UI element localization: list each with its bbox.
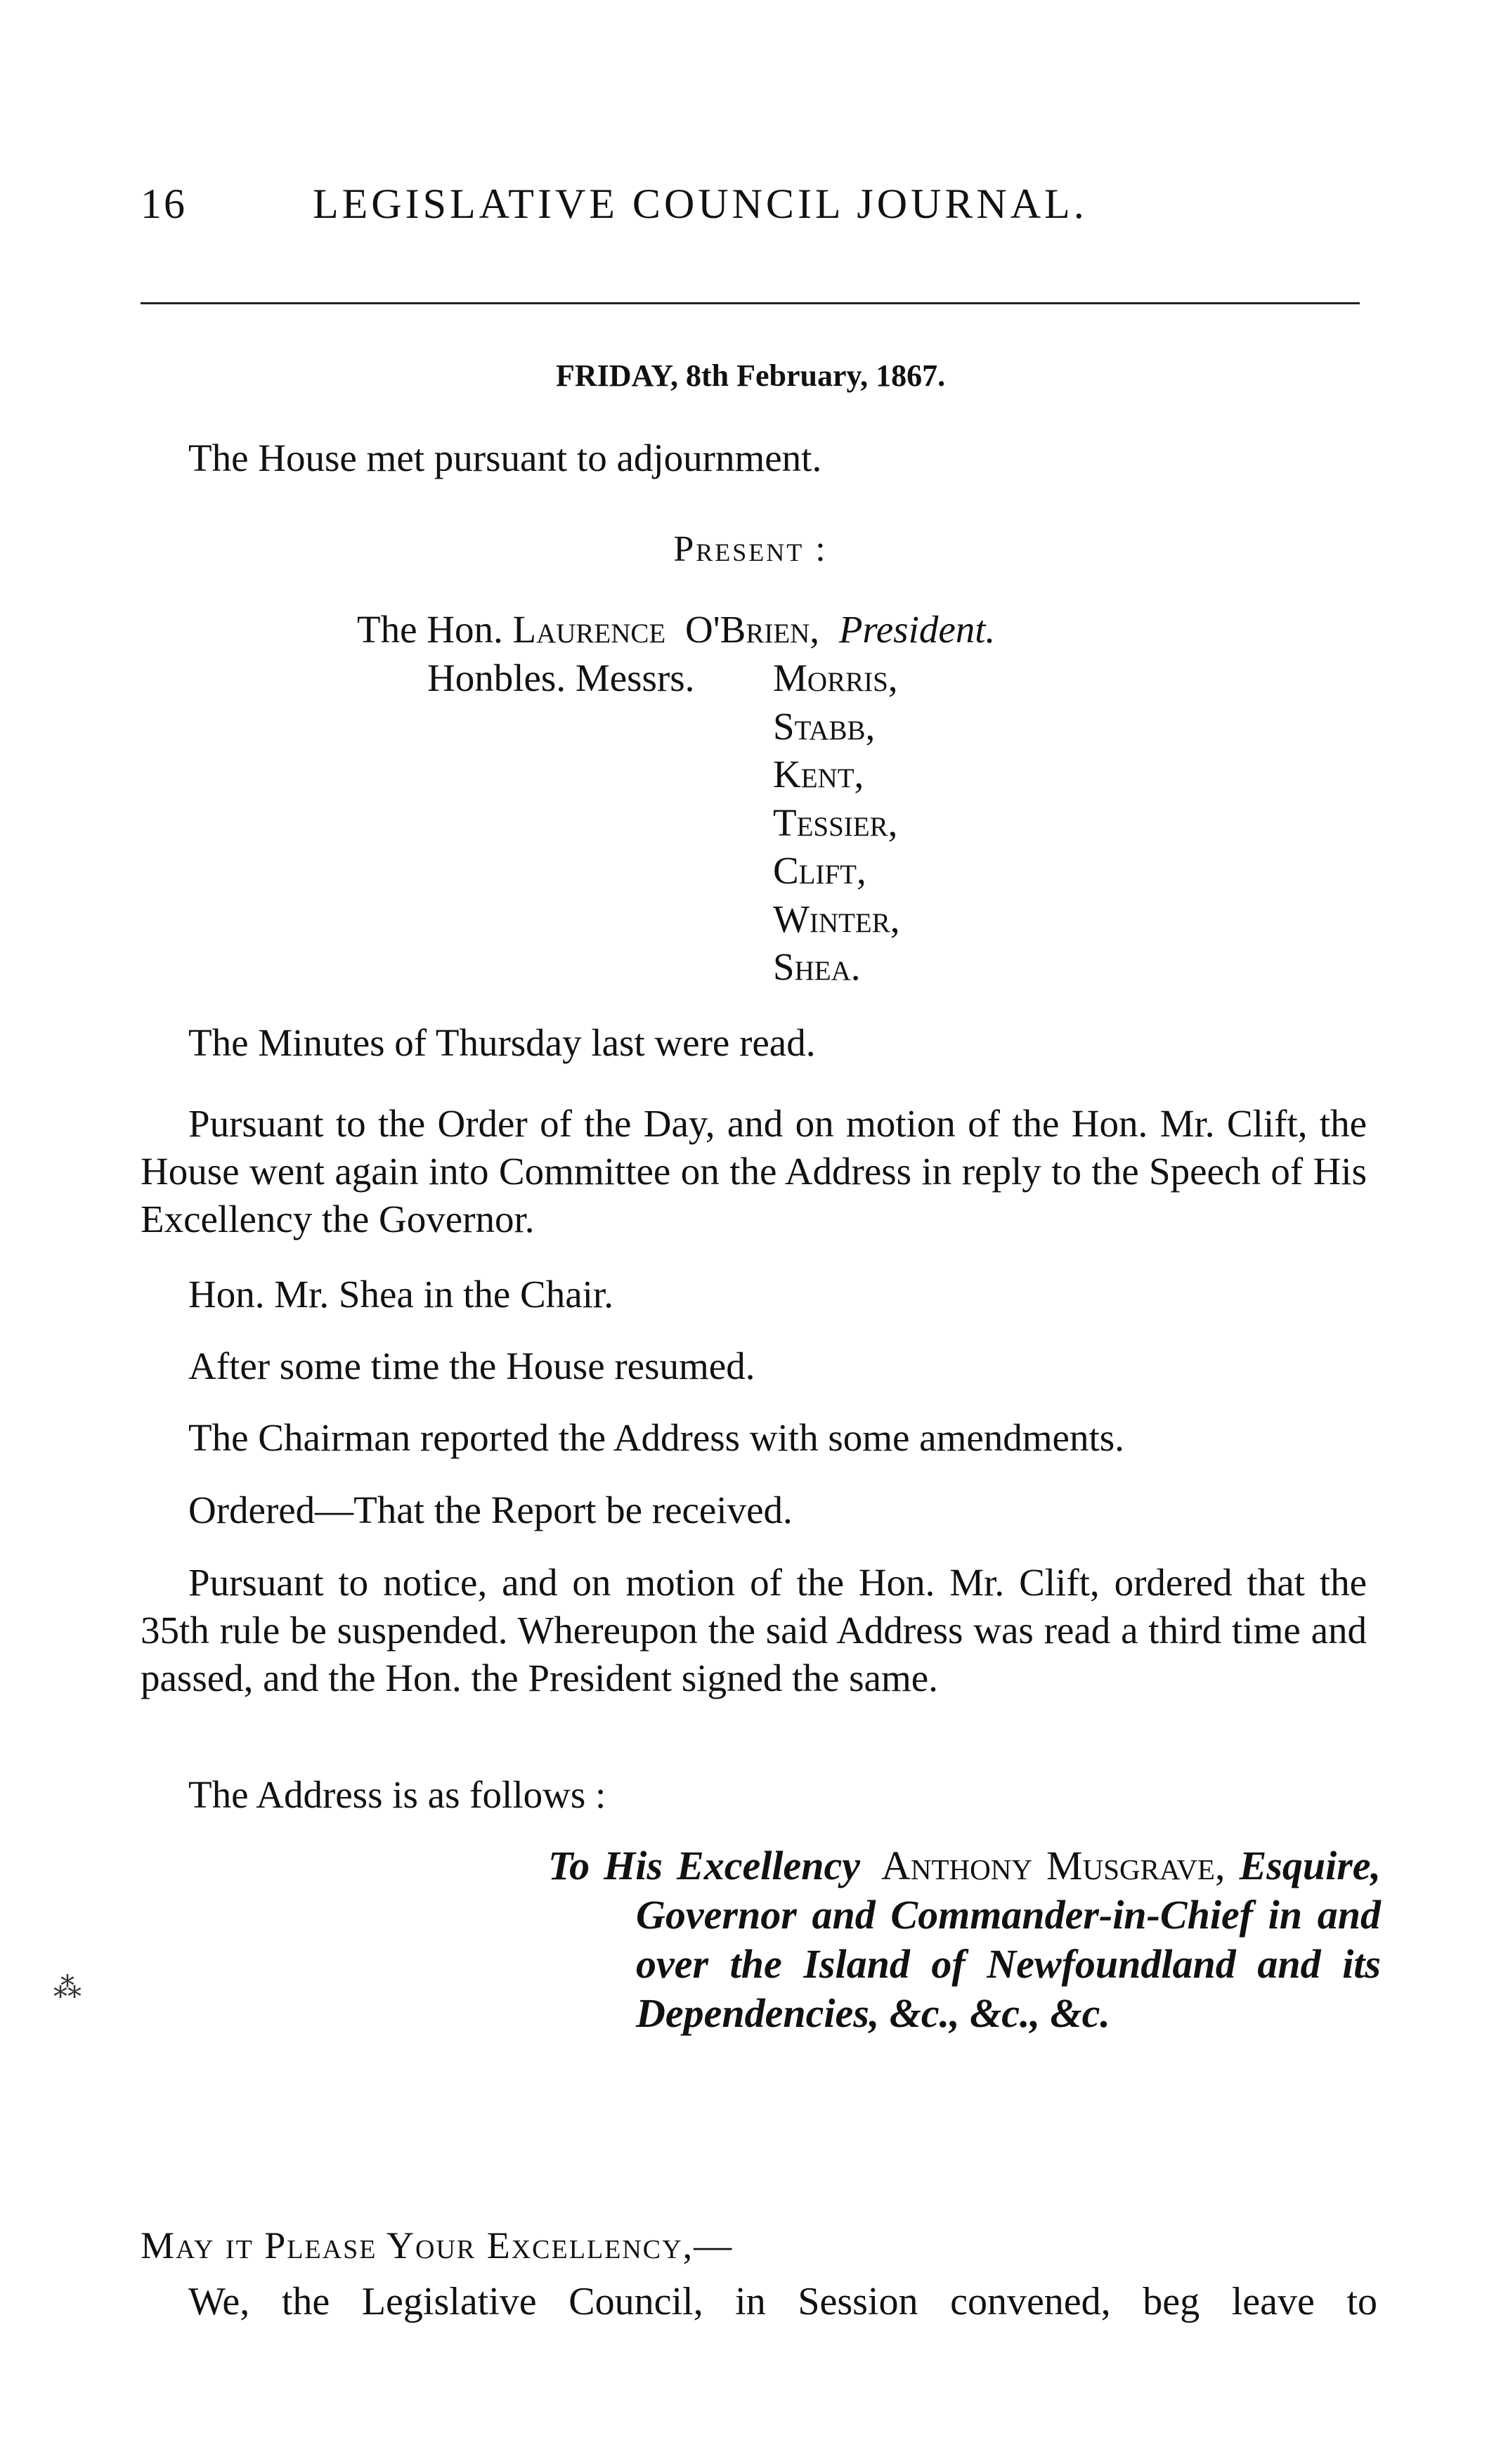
ordered-paragraph: Ordered—That the Report be received. <box>188 1489 793 1531</box>
address-recipient <box>548 1841 1381 2038</box>
member-name: Kent, <box>773 753 864 796</box>
member-name: Clift, <box>773 849 866 892</box>
order-of-day-paragraph: Pursuant to the Order of the Day, and on motion of the Hon. Mr. Clift, the House went again into Committee on the Address in reply to the Speech of His Excellency the Governor. <box>141 1102 1367 1240</box>
header-rule <box>141 302 1360 304</box>
member-name: Tessier, <box>773 800 898 844</box>
chair-paragraph: Hon. Mr. Shea in the Chair. <box>188 1273 613 1316</box>
running-head <box>141 176 1159 232</box>
opening-paragraph: The House met pursuant to adjournment. <box>188 436 822 479</box>
sitting-date: FRIDAY, 8th February, 1867. <box>555 358 946 393</box>
president-prefix: The Hon. <box>357 608 503 651</box>
president-line <box>357 606 995 654</box>
minutes-paragraph: The Minutes of Thursday last were read. <box>188 1021 816 1064</box>
ink-mark: ⁂ <box>53 1972 82 2004</box>
president-title: President. <box>838 608 996 651</box>
reported-paragraph: The Chairman reported the Address with some amendments. <box>188 1416 1124 1459</box>
president-surname: O'Brien, <box>685 608 820 651</box>
address-to-line: To His Excellency <box>548 1843 860 1888</box>
recipient-titles: Esquire, Governor and Commander-in-Chief in and over the Island of Newfoundland and its Dependencies, &c., &c., &c. <box>636 1843 1382 2036</box>
member-list <box>773 656 900 992</box>
member-name: Stabb, <box>773 704 876 748</box>
member-name: Morris, <box>773 656 898 699</box>
president-first-name: Laurence <box>512 608 666 651</box>
notice-paragraph: Pursuant to notice, and on motion of the Hon. Mr. Clift, ordered that the 35th rule be suspended. Whereupon the said Address was read a third time and passed, and the Hon. the President signed the same. <box>141 1561 1367 1699</box>
follows-paragraph: The Address is as follows : <box>188 1773 606 1816</box>
present-heading: Present : <box>673 529 828 569</box>
page-number: 16 <box>141 181 187 227</box>
address-opening-line: We, the Legislative Council, in Session convened, beg leave to <box>188 2280 1377 2323</box>
member-name: Shea. <box>773 945 861 988</box>
member-name: Winter, <box>773 897 900 940</box>
journal-title: LEGISLATIVE COUNCIL JOURNAL. <box>313 181 1088 227</box>
recipient-name: Anthony Musgrave, <box>881 1843 1226 1888</box>
honbles-label: Honbles. Messrs. <box>427 656 695 699</box>
salutation: May it Please Your Excellency,— <box>141 2224 734 2267</box>
resumed-paragraph: After some time the House resumed. <box>188 1344 755 1387</box>
